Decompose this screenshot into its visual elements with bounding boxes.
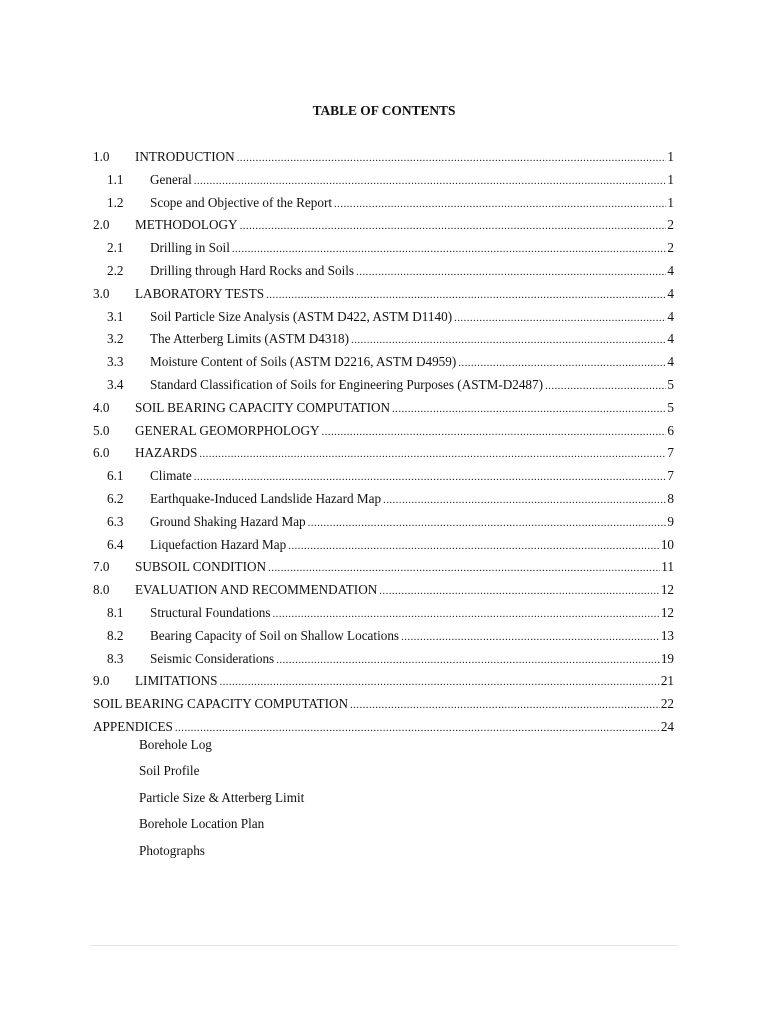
- toc-entry-number: 1.0: [93, 149, 110, 164]
- toc-entry[interactable]: [93, 214, 674, 237]
- toc-page-number: 5: [667, 376, 674, 392]
- toc-entry[interactable]: [93, 169, 674, 192]
- toc-page-number: 6: [667, 422, 674, 438]
- toc-entry[interactable]: [93, 465, 674, 488]
- toc-page-number: 4: [667, 354, 674, 370]
- toc-entry-label: SUBSOIL CONDITION: [135, 559, 267, 575]
- appendix-item: Particle Size & Atterberg Limit: [139, 789, 305, 805]
- toc-entry-number: 2.1: [107, 240, 124, 256]
- toc-entry-label: The Atterberg Limits (ASTM D4318): [150, 331, 350, 347]
- toc-dot-leader: [351, 329, 666, 352]
- toc-entry[interactable]: [93, 602, 674, 625]
- toc-page-number: 7: [667, 445, 674, 461]
- toc-entry-label: INTRODUCTION: [135, 149, 235, 164]
- toc-entry-label: LABORATORY TESTS: [135, 285, 265, 301]
- toc-entry-number: 1.2: [107, 194, 124, 210]
- toc-entry-number: 3.3: [107, 354, 124, 370]
- toc-dot-leader: [194, 170, 667, 193]
- toc-entry-number: 8.3: [107, 650, 124, 666]
- toc-entry-number: 1.1: [107, 171, 124, 187]
- toc-entry-label: Seismic Considerations: [150, 650, 275, 666]
- toc-dot-leader: [266, 284, 666, 307]
- toc-dot-leader: [458, 352, 666, 375]
- toc-entry[interactable]: [93, 306, 674, 329]
- toc-entry-number: 3.2: [107, 331, 124, 347]
- toc-entry-label: SOIL BEARING CAPACITY COMPUTATION: [93, 696, 349, 712]
- toc-dot-leader: [276, 649, 660, 672]
- toc-entry-label: Scope and Objective of the Report: [150, 194, 333, 210]
- toc-entry-label: Soil Particle Size Analysis (ASTM D422, ASTM D1140): [150, 308, 453, 324]
- toc-entry-label: Ground Shaking Hazard Map: [150, 513, 306, 529]
- toc-dot-leader: [219, 671, 659, 694]
- toc-entry-number: 3.1: [107, 308, 124, 324]
- table-of-contents: [93, 146, 674, 739]
- toc-page-number: 4: [667, 331, 674, 347]
- toc-page-number: 22: [660, 696, 674, 712]
- toc-page-number: 9: [667, 513, 674, 529]
- toc-page-number: 4: [667, 262, 674, 278]
- toc-entry-label: EVALUATION AND RECOMMENDATION: [135, 582, 378, 598]
- toc-entry[interactable]: [93, 351, 674, 374]
- toc-entry[interactable]: [93, 146, 674, 169]
- toc-entry-label: LIMITATIONS: [135, 673, 218, 689]
- toc-entry[interactable]: [93, 237, 674, 260]
- toc-entry[interactable]: [93, 648, 674, 671]
- toc-entry-label: APPENDICES: [93, 718, 173, 734]
- toc-page-number: 4: [667, 308, 674, 324]
- toc-entry-number: 8.2: [107, 627, 124, 643]
- toc-page-number: 10: [660, 536, 674, 552]
- appendix-item: Borehole Log: [139, 737, 212, 752]
- toc-dot-leader: [383, 489, 666, 512]
- appendix-item: Soil Profile: [139, 763, 200, 779]
- toc-entry[interactable]: [93, 192, 674, 215]
- toc-dot-leader: [401, 626, 660, 649]
- toc-entry-number: 4.0: [93, 399, 110, 415]
- toc-entry-label: Liquefaction Hazard Map: [150, 536, 287, 552]
- toc-entry-label: Earthquake-Induced Landslide Hazard Map: [150, 490, 382, 506]
- toc-entry-number: 8.0: [93, 582, 110, 598]
- toc-dot-leader: [545, 375, 666, 398]
- toc-dot-leader: [334, 193, 666, 216]
- toc-entry[interactable]: [93, 442, 674, 465]
- toc-entry[interactable]: [93, 534, 674, 557]
- toc-page-number: 1: [667, 171, 674, 187]
- toc-page-number: 4: [667, 285, 674, 301]
- toc-dot-leader: [288, 535, 660, 558]
- toc-dot-leader: [392, 398, 666, 421]
- toc-entry-label: METHODOLOGY: [135, 217, 238, 233]
- toc-page-number: 7: [667, 468, 674, 484]
- toc-entry-number: 3.4: [107, 376, 124, 392]
- toc-entry[interactable]: [93, 625, 674, 648]
- toc-dot-leader: [199, 443, 666, 466]
- toc-entry-label: Bearing Capacity of Soil on Shallow Locations: [150, 627, 400, 643]
- toc-entry[interactable]: [93, 260, 674, 283]
- toc-dot-leader: [268, 557, 660, 580]
- appendix-list: [139, 734, 304, 866]
- toc-dot-leader: [232, 238, 667, 261]
- page-title: TABLE OF CONTENTS: [312, 103, 456, 118]
- toc-page-number: 24: [660, 718, 674, 734]
- toc-entry[interactable]: [93, 556, 674, 579]
- toc-entry-number: 6.0: [93, 445, 110, 461]
- toc-entry-label: General: [150, 171, 192, 187]
- appendix-item: Borehole Location Plan: [139, 816, 265, 832]
- toc-entry-label: Moisture Content of Soils (ASTM D2216, ASTM D4959): [150, 354, 457, 370]
- toc-entry[interactable]: [93, 283, 674, 306]
- toc-entry-number: 6.4: [107, 536, 124, 552]
- toc-page-number: 2: [667, 240, 674, 256]
- toc-page-number: 2: [667, 217, 674, 233]
- toc-dot-leader: [194, 466, 667, 489]
- toc-entry-label: Climate: [150, 468, 192, 484]
- toc-entry[interactable]: [93, 511, 674, 534]
- toc-dot-leader: [240, 215, 667, 238]
- toc-page-number: 1: [667, 194, 674, 210]
- toc-entry-number: 2.2: [107, 262, 124, 278]
- toc-entry[interactable]: [93, 420, 674, 443]
- toc-entry-label: Structural Foundations: [150, 604, 271, 620]
- toc-dot-leader: [356, 261, 666, 284]
- toc-entry-label: Drilling through Hard Rocks and Soils: [150, 262, 355, 278]
- toc-page-number: 11: [661, 559, 674, 575]
- toc-entry-number: 6.2: [107, 490, 124, 506]
- toc-page-number: 19: [660, 650, 674, 666]
- toc-dot-leader: [350, 694, 660, 717]
- toc-dot-leader: [237, 147, 667, 170]
- toc-entry[interactable]: [93, 488, 674, 511]
- toc-entry-number: 7.0: [93, 559, 110, 575]
- toc-page-number: 12: [660, 582, 674, 598]
- toc-dot-leader: [308, 512, 667, 535]
- toc-page-number: 1: [667, 149, 674, 164]
- toc-entry[interactable]: [93, 328, 674, 351]
- toc-entry-number: 8.1: [107, 604, 124, 620]
- toc-entry[interactable]: [93, 397, 674, 420]
- toc-entry-label: Drilling in Soil: [150, 240, 230, 256]
- toc-entry-number: 6.3: [107, 513, 124, 529]
- toc-entry-number: 2.0: [93, 217, 110, 233]
- toc-entry-label: SOIL BEARING CAPACITY COMPUTATION: [135, 399, 391, 415]
- toc-entry-label: GENERAL GEOMORPHOLOGY: [135, 422, 320, 438]
- toc-dot-leader: [454, 307, 666, 330]
- toc-entry-number: 6.1: [107, 468, 124, 484]
- toc-page-number: 21: [660, 673, 674, 689]
- footer-divider: [90, 945, 678, 946]
- toc-page-number: 12: [660, 604, 674, 620]
- toc-dot-leader: [273, 603, 660, 626]
- toc-entry[interactable]: [93, 670, 674, 693]
- toc-dot-leader: [379, 580, 660, 603]
- toc-page-number: 8: [667, 490, 674, 506]
- toc-entry-number: 3.0: [93, 285, 110, 301]
- toc-entry[interactable]: [93, 693, 674, 716]
- toc-entry-label: HAZARDS: [135, 445, 198, 461]
- toc-page-number: 13: [660, 627, 674, 643]
- appendix-item: Photographs: [139, 842, 205, 858]
- toc-entry-label: Standard Classification of Soils for Engineering Purposes (ASTM-D2487): [150, 376, 544, 392]
- toc-page-number: 5: [667, 399, 674, 415]
- toc-dot-leader: [322, 421, 667, 444]
- toc-entry-number: 9.0: [93, 673, 110, 689]
- toc-entry[interactable]: [93, 374, 674, 397]
- toc-entry-number: 5.0: [93, 422, 110, 438]
- toc-entry[interactable]: [93, 579, 674, 602]
